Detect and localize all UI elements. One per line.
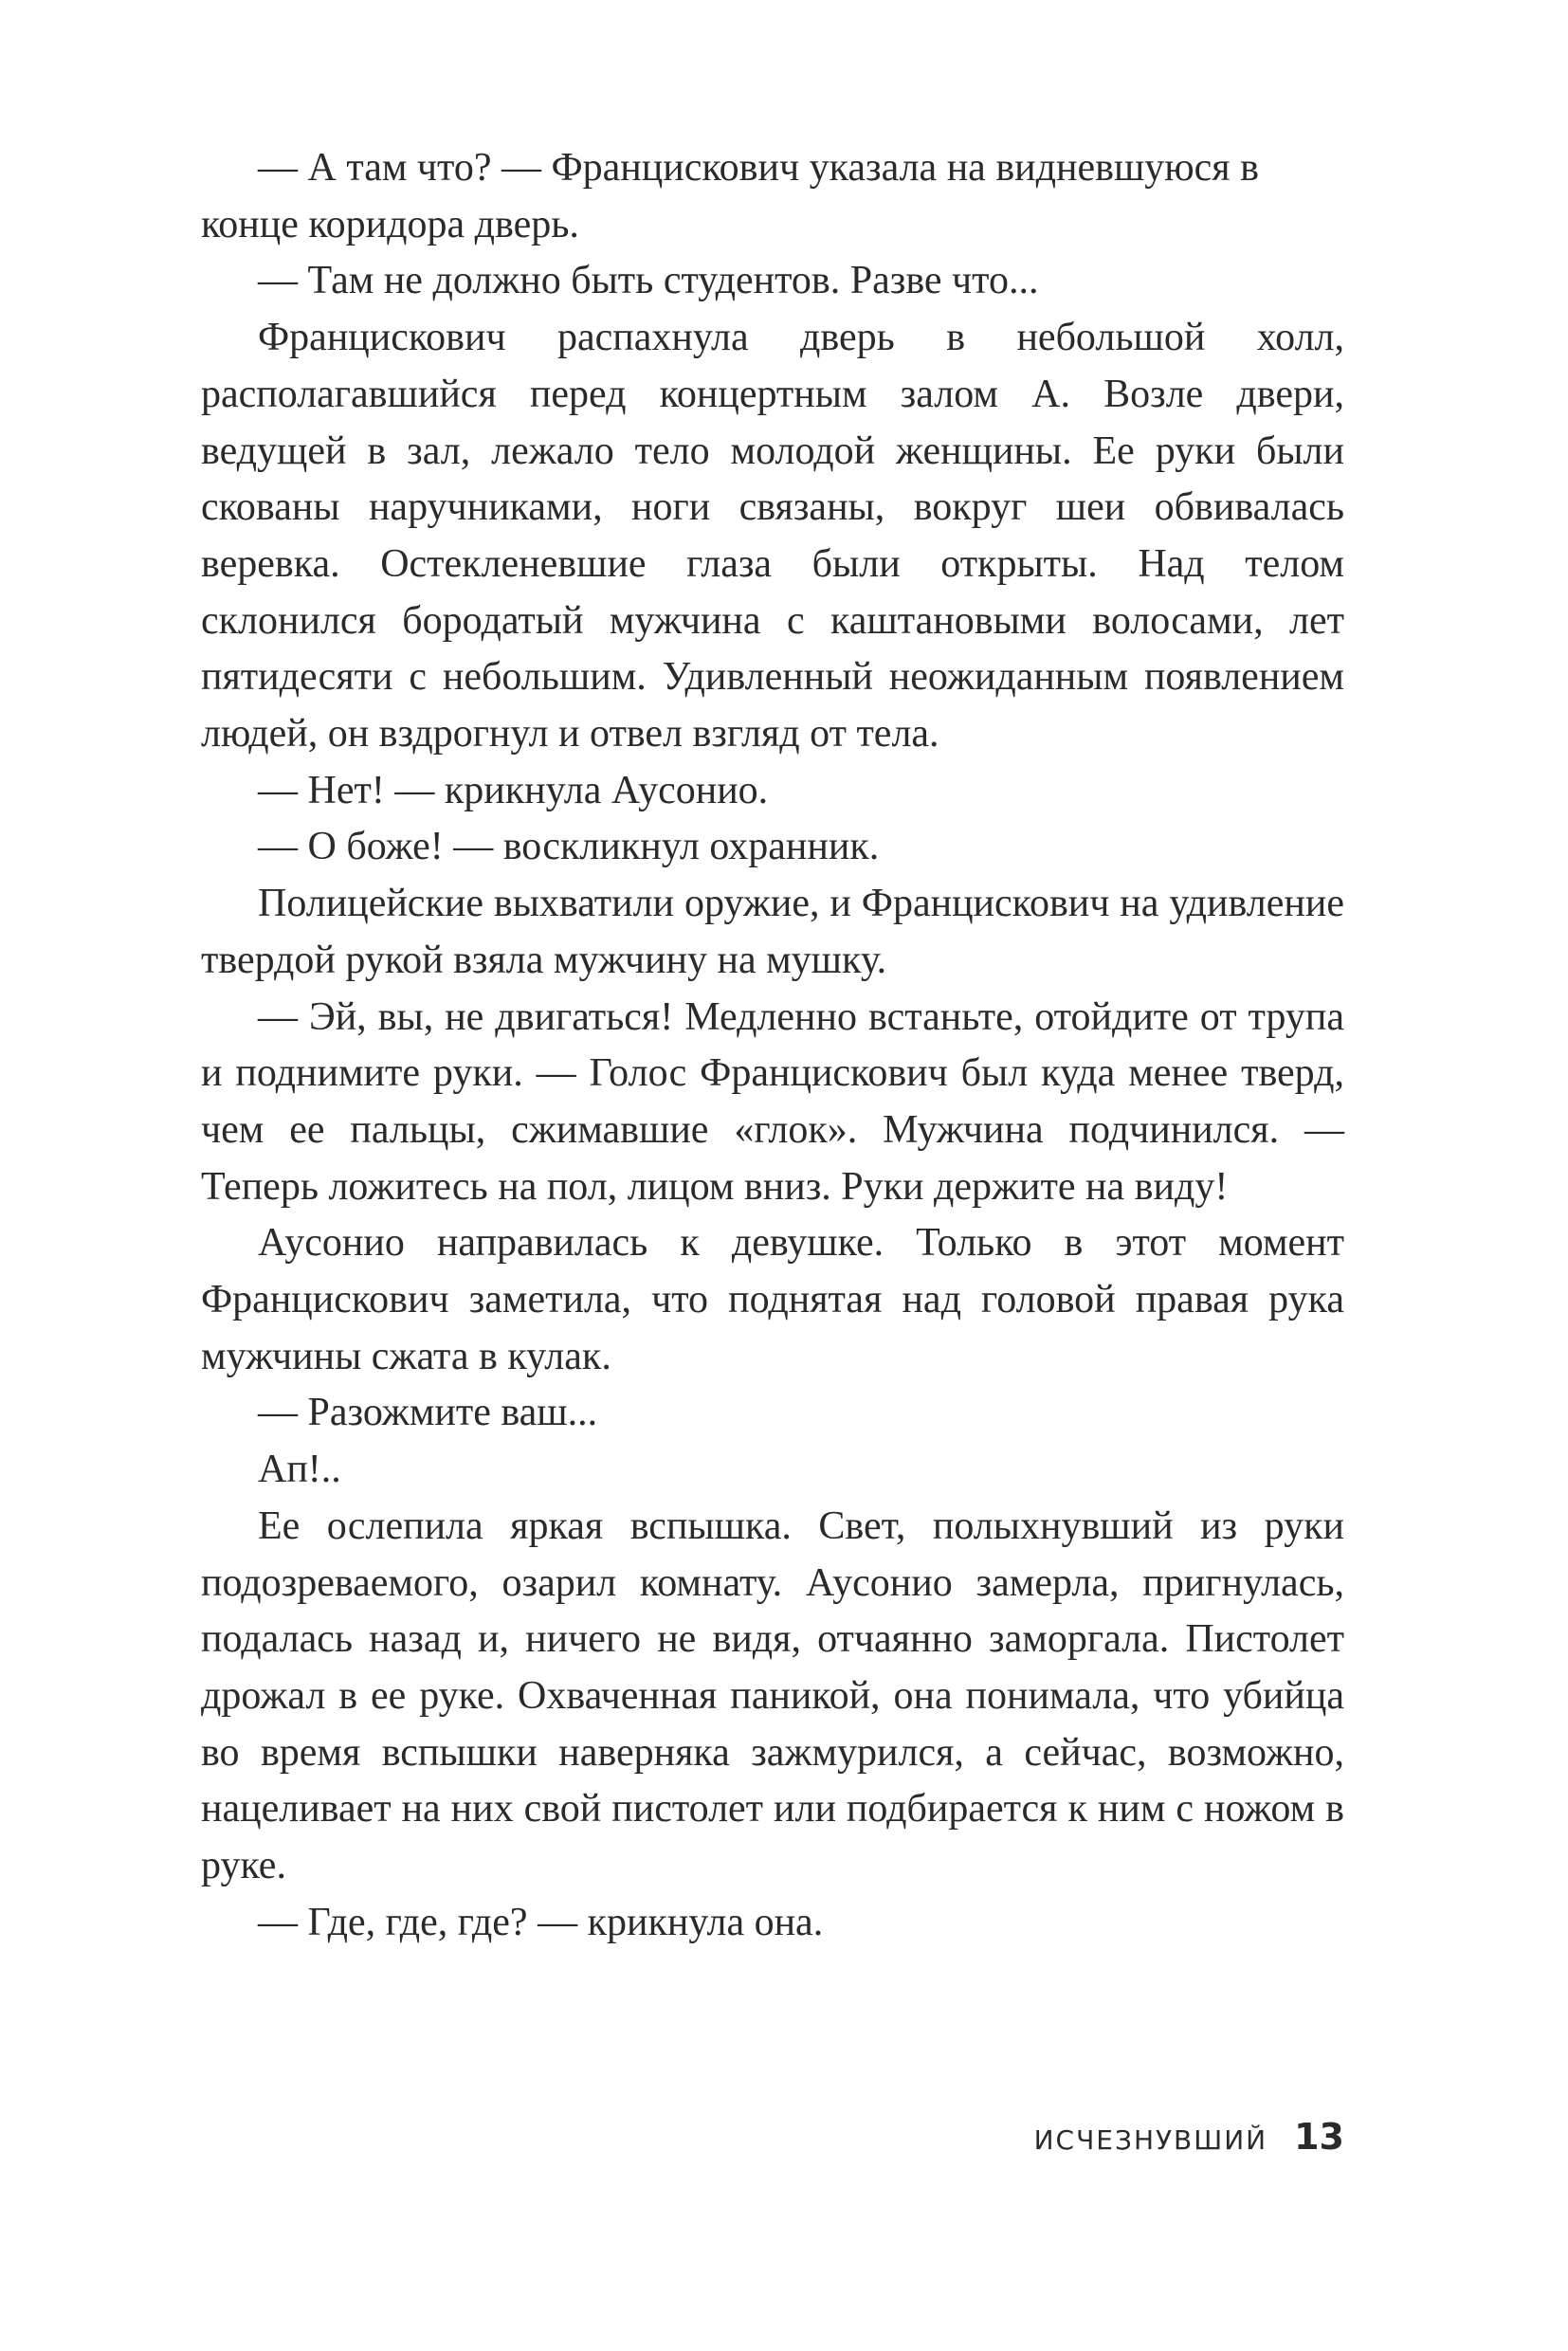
paragraph: Аусонио направилась к девушке. Только в этот момент Францискович заметила, что поднятая над головой правая рука мужчины сжата в кулак. xyxy=(201,1221,1344,1378)
page-footer xyxy=(1034,2116,1344,2158)
paragraph: Полицейские выхватили оружие, и Францискович на удивление твердой рукой взяла мужчину на мушку. xyxy=(201,882,1344,982)
paragraph: — Разожмите ваш... xyxy=(258,1391,598,1435)
page-number: 13 xyxy=(1294,2116,1344,2158)
body-text xyxy=(201,140,1344,1952)
paragraph: Ее ослепила яркая вспышка. Свет, полыхнувший из руки подозреваемого, озарил комнату. Аусонио замерла, пригнулась, подалась назад и, ничего не видя, отчаянно заморгала. Пистолет дрожал в ее руке. Охваченная паникой, она понимала, что убийца во время вспышки наверняка зажмурился, а сейчас, возможно, нацеливает на них свой пистолет или подбирается к ним с ножом в руке. xyxy=(201,1504,1344,1888)
paragraph: — О боже! — воскликнул охранник. xyxy=(258,825,880,869)
paragraph: — А там что? — Францискович указала на видневшуюся в конце коридора дверь. xyxy=(201,146,1259,246)
paragraph: Францискович распахнула дверь в небольшой холл, располагавшийся перед концертным залом А. Возле двери, ведущей в зал, лежало тело молодой женщины. Ее руки были скованы наручниками, ноги связаны, вокруг шеи обвивалась веревка. Остекленевшие глаза были открыты. Над телом склонился бородатый мужчина с каштановыми волосами, лет пятидесяти с небольшим. Удивленный неожиданным появлением людей, он вздрогнул и отвел взгляд от тела. xyxy=(201,316,1344,756)
paragraph: Ап!.. xyxy=(258,1448,341,1492)
paragraph: — Там не должно быть студентов. Разве что... xyxy=(258,259,1039,303)
paragraph: — Эй, вы, не двигаться! Медленно встаньте, отойдите от трупа и поднимите руки. — Голос Францискович был куда менее тверд, чем ее пальцы, сжимавшие «глок». Мужчина подчинился. — Теперь ложитесь на пол, лицом вниз. Руки держите на виду! xyxy=(201,994,1344,1209)
paragraph: — Где, где, где? — крикнула она. xyxy=(258,1900,824,1944)
running-head: ИСЧЕЗНУВШИЙ xyxy=(1033,2124,1268,2156)
paragraph: — Нет! — крикнула Аусонио. xyxy=(258,768,769,812)
